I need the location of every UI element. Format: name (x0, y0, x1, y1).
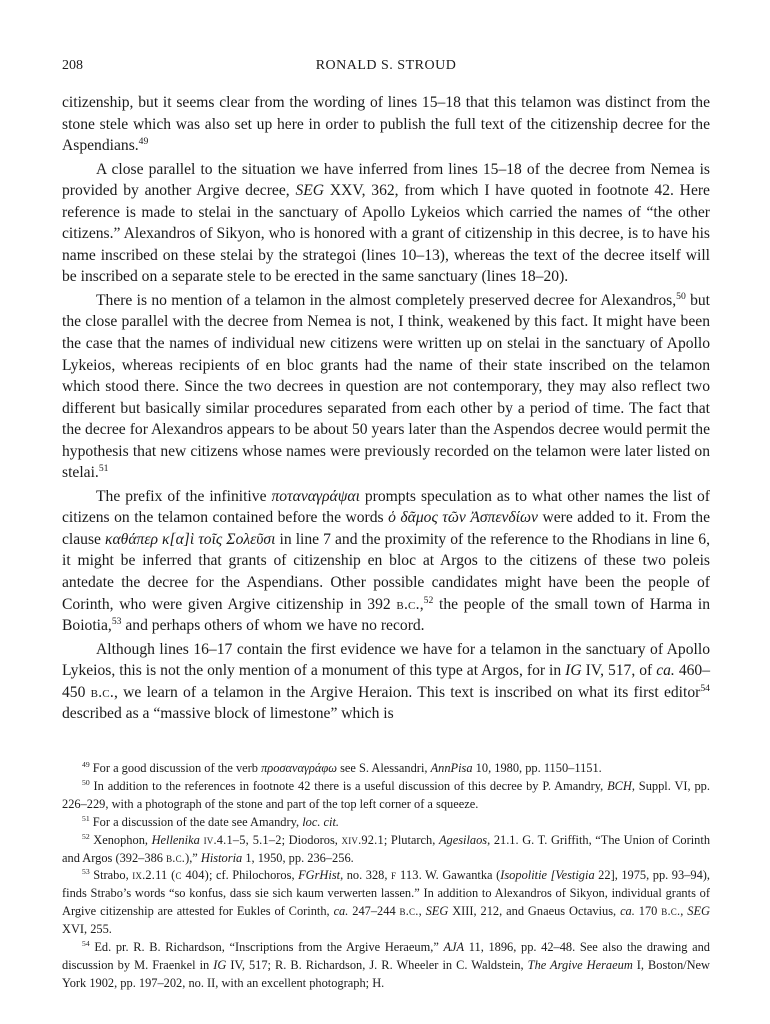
footnote (62, 778, 710, 814)
note-reference: 52 (82, 831, 90, 841)
text-run: ; Diodoros, (281, 832, 342, 847)
footnote (62, 832, 710, 868)
text-run: ),” (185, 850, 201, 865)
italic-text: AJA (443, 940, 465, 955)
text-run: XIII, 212, and Gnaeus Octavius, (448, 904, 621, 919)
text-run: ; cf. Philochoros, (208, 868, 299, 883)
italic-text: SEG (687, 904, 711, 919)
paragraph (62, 290, 710, 484)
text-run: For a discussion of the date see Amandry, (89, 814, 303, 829)
note-reference: 49 (138, 135, 149, 147)
small-caps-text: f 113 (391, 868, 419, 883)
paragraph (62, 159, 710, 288)
small-caps-text: ix.2.11 (c 404) (132, 868, 209, 883)
text-run: The prefix of the infinitive (96, 487, 272, 505)
footnote (62, 939, 710, 993)
small-caps-text: b.c. (396, 595, 420, 613)
italic-text: ca. (620, 904, 635, 919)
body-text (62, 92, 710, 725)
page-number: 208 (62, 58, 83, 73)
note-reference: 49 (82, 759, 90, 769)
text-run: A close parallel to the situation we have inferred from lines 15–18 of the decree from Nemea is provided by another Argive decree, (62, 160, 710, 200)
text-run: 11, 1896, pp. 42–48. See also the drawing and discussion by M. Fraenkel in (62, 940, 710, 972)
italic-text: IG (213, 957, 227, 972)
note-reference: 52 (423, 594, 434, 606)
italic-text: Historia (200, 850, 243, 865)
note-reference: 50 (676, 290, 686, 302)
running-head: RONALD S. STROUD (315, 58, 457, 73)
note-reference: 54 (700, 682, 710, 694)
text-run: There is no mention of a telamon in the almost completely preserved decree for Alexandros, (96, 291, 677, 309)
text-run: citizenship, but it seems clear from the wording of lines 15–18 that this telamon was distinct from the stone stele which was also set up here in order to publish the full text of the citizenship decree for the Aspendians. (62, 94, 710, 155)
text-run: Ed. pr. R. B. Richardson, “Inscriptions from the Argive Heraeum,” (89, 940, 444, 955)
text-run: XVI, 255. (62, 922, 112, 937)
italic-text: loc. cit. (302, 814, 340, 829)
italic-text: FGrHist (298, 868, 341, 883)
italic-text: Agesilaos (438, 832, 488, 847)
text-run: 10, 1980, pp. 1150–1151. (472, 761, 602, 775)
small-caps-text: b.c. (661, 904, 681, 919)
text-run: , (418, 904, 426, 919)
italic-text: SEG (295, 182, 325, 200)
text-run: IV, 517; R. B. Richardson, J. R. Wheeler in C. Waldstein, (226, 957, 528, 972)
note-reference: 51 (98, 463, 109, 475)
paragraph (62, 639, 710, 725)
note-reference: 53 (111, 615, 122, 627)
text-run: In addition to the references in footnote 42 there is a useful discussion of this decree by P. Amandry, (89, 778, 608, 793)
italic-text: καθάπερ κ[α]ὶ τοῖς Σολεῦσι (105, 530, 276, 548)
text-run: 460–450 (62, 662, 710, 701)
small-caps-text: b.c. (166, 850, 186, 865)
italic-text: Hellenika (151, 832, 200, 847)
small-caps-text: xiv.92.1 (341, 832, 384, 847)
note-reference: 51 (82, 813, 90, 823)
italic-text: προσαναγράφω (261, 761, 337, 775)
footnote (62, 760, 710, 778)
text-run: 170 (634, 904, 662, 919)
italic-text: AnnPisa (430, 761, 473, 775)
small-caps-text: b.c. (399, 904, 419, 919)
footnote (62, 867, 710, 939)
text-run: prompts speculation as to what other names the list of citizens on the telamon contained before the words (62, 487, 710, 527)
note-reference: 53 (82, 867, 90, 877)
text-run: see S. Alessandri, (336, 761, 431, 775)
text-run: XXV, 362, from which I have quoted in footnote 42. Here reference is made to stelai in the sanctuary of Apollo Lykeios which carried the names of “the other citizens.” Alexandros of Sikyon, who is honored with a grant of citizenship in this decree, is to have his name inscribed on these stelai by the strategoi (lines 10–13), whereas the text of the decree itself will be inscribed on a separate stele to be erected in the same sanctuary (lines 18–20). (62, 182, 710, 286)
italic-text: BCH (607, 778, 632, 793)
italic-text: Isopolitie [Vestigia (500, 868, 595, 883)
text-run: , no. 328, (340, 868, 392, 883)
italic-text: SEG (425, 904, 449, 919)
text-run: but the close parallel with the decree from Nemea is not, I think, weakened by this fact. It might have been the case that the names of individual new citizens were written up on stelai in the sanctuary of Apollo Lykeios, whereas recipients of en bloc grants had the name of their state inscribed on the telamon which stood there. Since the two decrees in question are not contemporary, they may also reflect two different but basically similar procedures separated from each other by a period of time. The fact that the decree for Alexandros appears to be about 50 years later than the Aspendos decree would permit the hypothesis that new citizens whose names were previously recorded on the telamon were later listed on stelai. (62, 291, 710, 482)
page-header (62, 58, 710, 78)
footnote (62, 814, 710, 832)
italic-text: ca. (656, 662, 675, 680)
small-caps-text: b.c. (90, 683, 114, 701)
text-run: , (419, 595, 424, 613)
italic-text: ποταναγράψαι (271, 487, 360, 505)
text-run: IV, 517, of (581, 662, 657, 680)
paragraph (62, 486, 710, 637)
italic-text: The Argive Heraeum (527, 957, 633, 972)
text-run: , 21.1. G. T. Griffith, “The Union of Corinth and Argos (392–386 (62, 832, 711, 865)
text-run: were added to it. From the clause (62, 509, 711, 548)
text-run: Strabo, (89, 868, 133, 883)
text-run: the people of the small town of Harma in Boiotia, (62, 595, 711, 635)
text-run: I, Boston/New York 1902, pp. 197–202, no. II, with an excellent photograph; H. (62, 957, 710, 990)
text-run: For a good discussion of the verb (89, 761, 262, 775)
footnotes (62, 760, 710, 993)
paragraph (62, 92, 710, 157)
italic-text: IG (565, 662, 582, 680)
text-run: , (680, 904, 688, 919)
text-run: Although lines 16–17 contain the first evidence we have for a telamon in the sanctuary of Apollo Lykeios, this is not the only mention of a monument of this type at Argos, for in (62, 640, 710, 680)
text-run: and perhaps others of whom we have no record. (121, 617, 425, 635)
text-run: , Suppl. VI, pp. 226–229, with a photograph of the stone and part of the top left corner of a squeeze. (62, 778, 710, 811)
note-reference: 50 (82, 777, 90, 787)
text-run: Xenophon, (89, 832, 152, 847)
text-run: , we learn of a telamon in the Argive Heraion. This text is inscribed on what its first editor (113, 683, 701, 701)
text-run: 247–244 (348, 904, 400, 919)
italic-text: ὁ δᾶμος τῶν Ἀσπενδίων (388, 509, 538, 527)
text-run: described as a “massive block of limestone” which is (62, 705, 394, 723)
italic-text: ca. (333, 904, 349, 919)
text-run: ; Plutarch, (383, 832, 439, 847)
text-run: . W. Gawantka ( (418, 868, 501, 883)
text-run: in line 7 and the proximity of the reference to the Rhodians in line 6, it might be inferred that grants of citizenship en bloc at Argos to the citizens of these two poleis antedate the decree for the Aspendians. Other possible candidates might have been the people of Corinth, who were given Argive citizenship in 392 (62, 530, 710, 613)
text-run: 22], 1975, pp. 93–94), finds Strabo’s words “so konfus, dass sie sich kaum verwerten lassen.” In addition to Alexandros of Sikyon, individual grants of Argive citizenship are attested for Eukles of Corinth, (62, 868, 711, 919)
note-reference: 54 (82, 938, 90, 948)
text-run: 1, 1950, pp. 236–256. (242, 850, 354, 865)
small-caps-text: iv.4.1–5, 5.1–2 (199, 832, 282, 847)
